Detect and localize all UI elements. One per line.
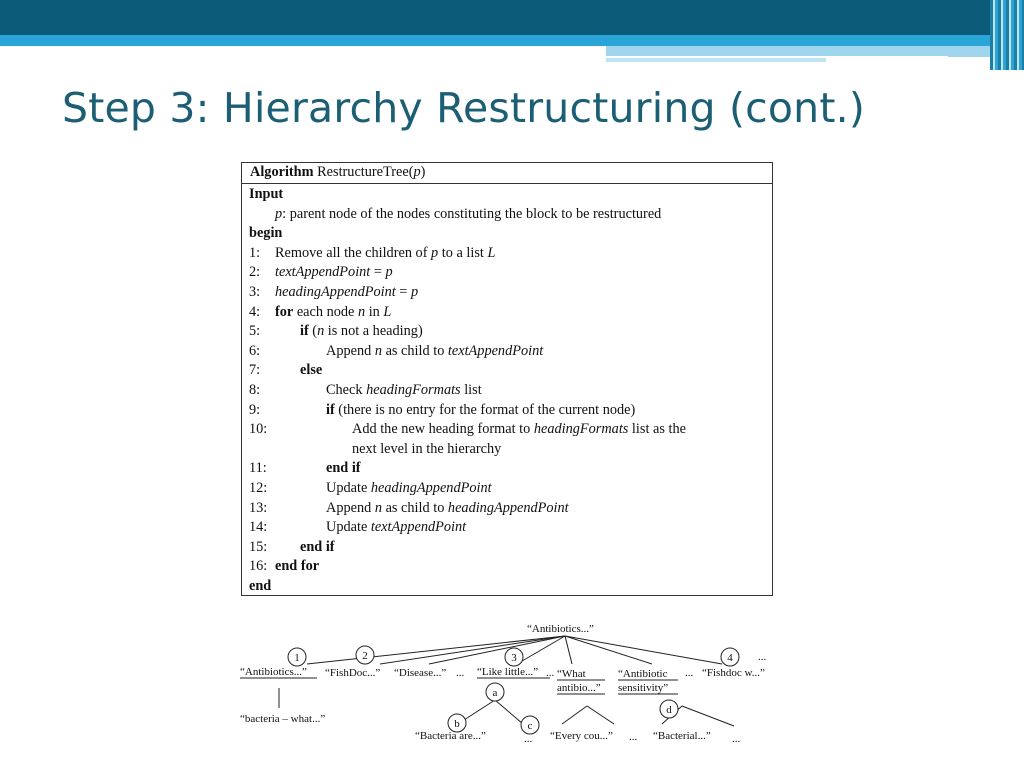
line-text xyxy=(249,224,282,243)
line-number: 12: xyxy=(249,480,268,496)
line-segment: textAppendPoint xyxy=(370,519,467,536)
line-segment: headingAppendPoint xyxy=(447,499,569,516)
line-segment: n xyxy=(357,303,366,320)
algorithm-param: p xyxy=(413,164,421,180)
line-segment: n xyxy=(374,342,382,359)
line-segment: textAppendPoint xyxy=(275,264,371,281)
line-text xyxy=(326,342,543,361)
line-segment: Append xyxy=(326,499,375,516)
line-segment: as child to xyxy=(382,342,448,359)
line-number: 14: xyxy=(249,519,268,536)
line-number: 8: xyxy=(249,382,261,398)
marker-2: 2 xyxy=(362,650,368,662)
line-segment: end xyxy=(249,578,272,594)
line-text xyxy=(249,577,271,596)
algorithm-close: ) xyxy=(420,164,426,180)
line-segment: headingFormats xyxy=(366,382,461,398)
marker-1: 1 xyxy=(294,652,300,664)
line-segment: p xyxy=(385,264,393,281)
node-bacterial: “Bacterial...” xyxy=(653,730,711,742)
line-segment: p xyxy=(275,205,283,222)
line-segment: headingAppendPoint xyxy=(370,480,492,496)
line-segment: = xyxy=(370,264,386,281)
algorithm-line xyxy=(249,263,764,283)
line-segment: if xyxy=(300,323,309,340)
node-fishdoc: “FishDoc...” xyxy=(325,667,381,679)
node-disease-ellipsis: ... xyxy=(456,667,465,679)
algorithm-line xyxy=(249,479,764,499)
line-segment: ( xyxy=(308,323,318,340)
line-segment: headingFormats xyxy=(533,421,629,438)
node-antibiotic: “Antibiotic xyxy=(618,668,668,680)
node-antibiotics: “Antibiotics...” xyxy=(240,666,307,678)
marker-b: b xyxy=(454,718,460,730)
line-number: 6: xyxy=(249,342,261,359)
line-text xyxy=(249,185,283,204)
line-segment: in xyxy=(365,303,384,320)
line-segment: to a list xyxy=(438,244,488,261)
line-number: 1: xyxy=(249,244,261,261)
line-text xyxy=(352,440,501,459)
line-segment: is not a heading) xyxy=(324,323,423,340)
node-bacteria-ellipsis: ... xyxy=(524,733,533,745)
line-segment: n xyxy=(317,323,325,340)
line-number: 16: xyxy=(249,558,268,575)
line-segment: for xyxy=(275,303,294,320)
algorithm-line xyxy=(249,459,764,479)
line-number: 2: xyxy=(249,264,261,281)
line-segment: L xyxy=(383,303,392,320)
marker-3: 3 xyxy=(511,652,517,664)
algorithm-line xyxy=(249,244,764,264)
line-number: 10: xyxy=(249,421,268,438)
algorithm-line xyxy=(249,381,764,401)
line-segment: p xyxy=(410,284,419,300)
algorithm-line xyxy=(249,499,764,519)
line-number: 7: xyxy=(249,362,261,379)
algorithm-line xyxy=(249,538,764,558)
tree-node-labels xyxy=(240,623,767,745)
line-segment: list xyxy=(460,382,482,398)
marker-d: d xyxy=(666,704,672,716)
header-band-light xyxy=(0,35,1024,46)
algorithm-line xyxy=(249,185,764,205)
node-fishdoc-w: “Fishdoc w...” xyxy=(702,667,765,679)
line-text xyxy=(300,322,423,341)
algorithm-line xyxy=(249,322,764,342)
line-number: 13: xyxy=(249,499,268,516)
algorithm-keyword: Algorithm xyxy=(250,164,314,180)
line-text xyxy=(275,557,319,576)
algorithm-line xyxy=(249,205,764,225)
algorithm-line xyxy=(249,577,764,597)
line-text xyxy=(326,459,361,478)
algorithm-line xyxy=(249,224,764,244)
algorithm-line xyxy=(249,361,764,381)
line-segment: p xyxy=(431,244,439,261)
line-segment: n xyxy=(374,499,382,516)
algorithm-line xyxy=(249,557,764,577)
line-segment: end if xyxy=(300,538,335,555)
algorithm-line xyxy=(249,283,764,303)
node-mid-ellipsis: ... xyxy=(685,667,694,679)
line-text xyxy=(275,283,418,302)
algorithm-line xyxy=(249,420,764,440)
line-text xyxy=(275,244,495,263)
line-number: 15: xyxy=(249,538,268,555)
line-number: 9: xyxy=(249,401,261,418)
line-segment: end if xyxy=(326,460,361,477)
line-segment: L xyxy=(487,244,496,261)
line-segment: : parent node of the nodes constituting the block to be restructured xyxy=(282,205,662,222)
line-segment: textAppendPoint xyxy=(447,342,544,359)
line-segment: as child to xyxy=(382,499,448,516)
line-text xyxy=(326,518,466,537)
line-text xyxy=(300,361,322,380)
line-text xyxy=(300,538,335,557)
line-segment: list as the xyxy=(628,421,686,438)
algorithm-line xyxy=(249,440,764,460)
line-segment: Input xyxy=(249,186,284,202)
line-segment: Remove all the children of xyxy=(275,244,432,261)
line-segment: end for xyxy=(275,558,320,575)
line-text xyxy=(326,499,569,518)
node-every-cou: “Every cou...” xyxy=(550,730,613,742)
marker-4: 4 xyxy=(727,652,733,664)
algorithm-name: RestructureTree( xyxy=(317,164,414,180)
line-text xyxy=(326,479,492,498)
line-segment: = xyxy=(395,284,411,300)
line-number: 4: xyxy=(249,303,261,320)
node-bacteria-are: “Bacteria are...” xyxy=(415,730,486,742)
line-segment: Check xyxy=(326,382,367,398)
algorithm-line xyxy=(249,401,764,421)
line-text xyxy=(275,303,391,322)
line-text xyxy=(326,401,635,420)
node-every-ellipsis: ... xyxy=(629,731,638,743)
line-number: 5: xyxy=(249,323,261,340)
node-what: “What xyxy=(557,668,586,680)
header-band-line xyxy=(606,56,948,58)
node-sensitivity: sensitivity” xyxy=(618,682,669,694)
algorithm-line xyxy=(249,303,764,323)
node-bacteria-what: “bacteria – what...” xyxy=(240,713,326,725)
line-segment: Update xyxy=(326,480,371,496)
algorithm-line xyxy=(249,342,764,362)
line-segment: next level in the hierarchy xyxy=(352,440,502,457)
line-number: 11: xyxy=(249,460,267,477)
line-segment: (there is no entry for the format of the current node) xyxy=(334,401,636,418)
node-antibio: antibio...” xyxy=(557,682,601,694)
line-text xyxy=(326,381,482,400)
node-top-ellipsis: ... xyxy=(758,651,767,663)
line-text xyxy=(275,263,393,282)
line-segment: Append xyxy=(326,342,375,359)
heading-tree-diagram xyxy=(232,618,792,758)
line-segment: if xyxy=(326,401,335,418)
algorithm-line xyxy=(249,518,764,538)
node-disease: “Disease...” xyxy=(394,667,447,679)
line-text xyxy=(352,420,686,439)
node-bacterial-ellipsis: ... xyxy=(732,733,741,745)
line-segment: else xyxy=(300,362,323,379)
header-band-dark xyxy=(0,0,1024,35)
line-number: 3: xyxy=(249,284,261,300)
slide-title: Step 3: Hierarchy Restructuring (cont.) xyxy=(62,84,866,132)
line-segment: Add the new heading format to xyxy=(352,421,534,438)
node-like-ellipsis: ... xyxy=(546,667,555,679)
algorithm-box xyxy=(241,162,773,596)
tree-root-label: “Antibiotics...” xyxy=(527,623,594,635)
line-segment: each node xyxy=(293,303,358,320)
line-segment: begin xyxy=(249,225,283,242)
node-like-little: “Like little...” xyxy=(477,666,539,678)
header-stripes xyxy=(990,0,1024,70)
line-segment: Update xyxy=(326,519,371,536)
algorithm-header xyxy=(242,163,772,184)
marker-a: a xyxy=(492,687,498,699)
line-segment: headingAppendPoint xyxy=(275,284,396,300)
marker-c: c xyxy=(527,720,533,732)
line-text xyxy=(275,205,661,224)
